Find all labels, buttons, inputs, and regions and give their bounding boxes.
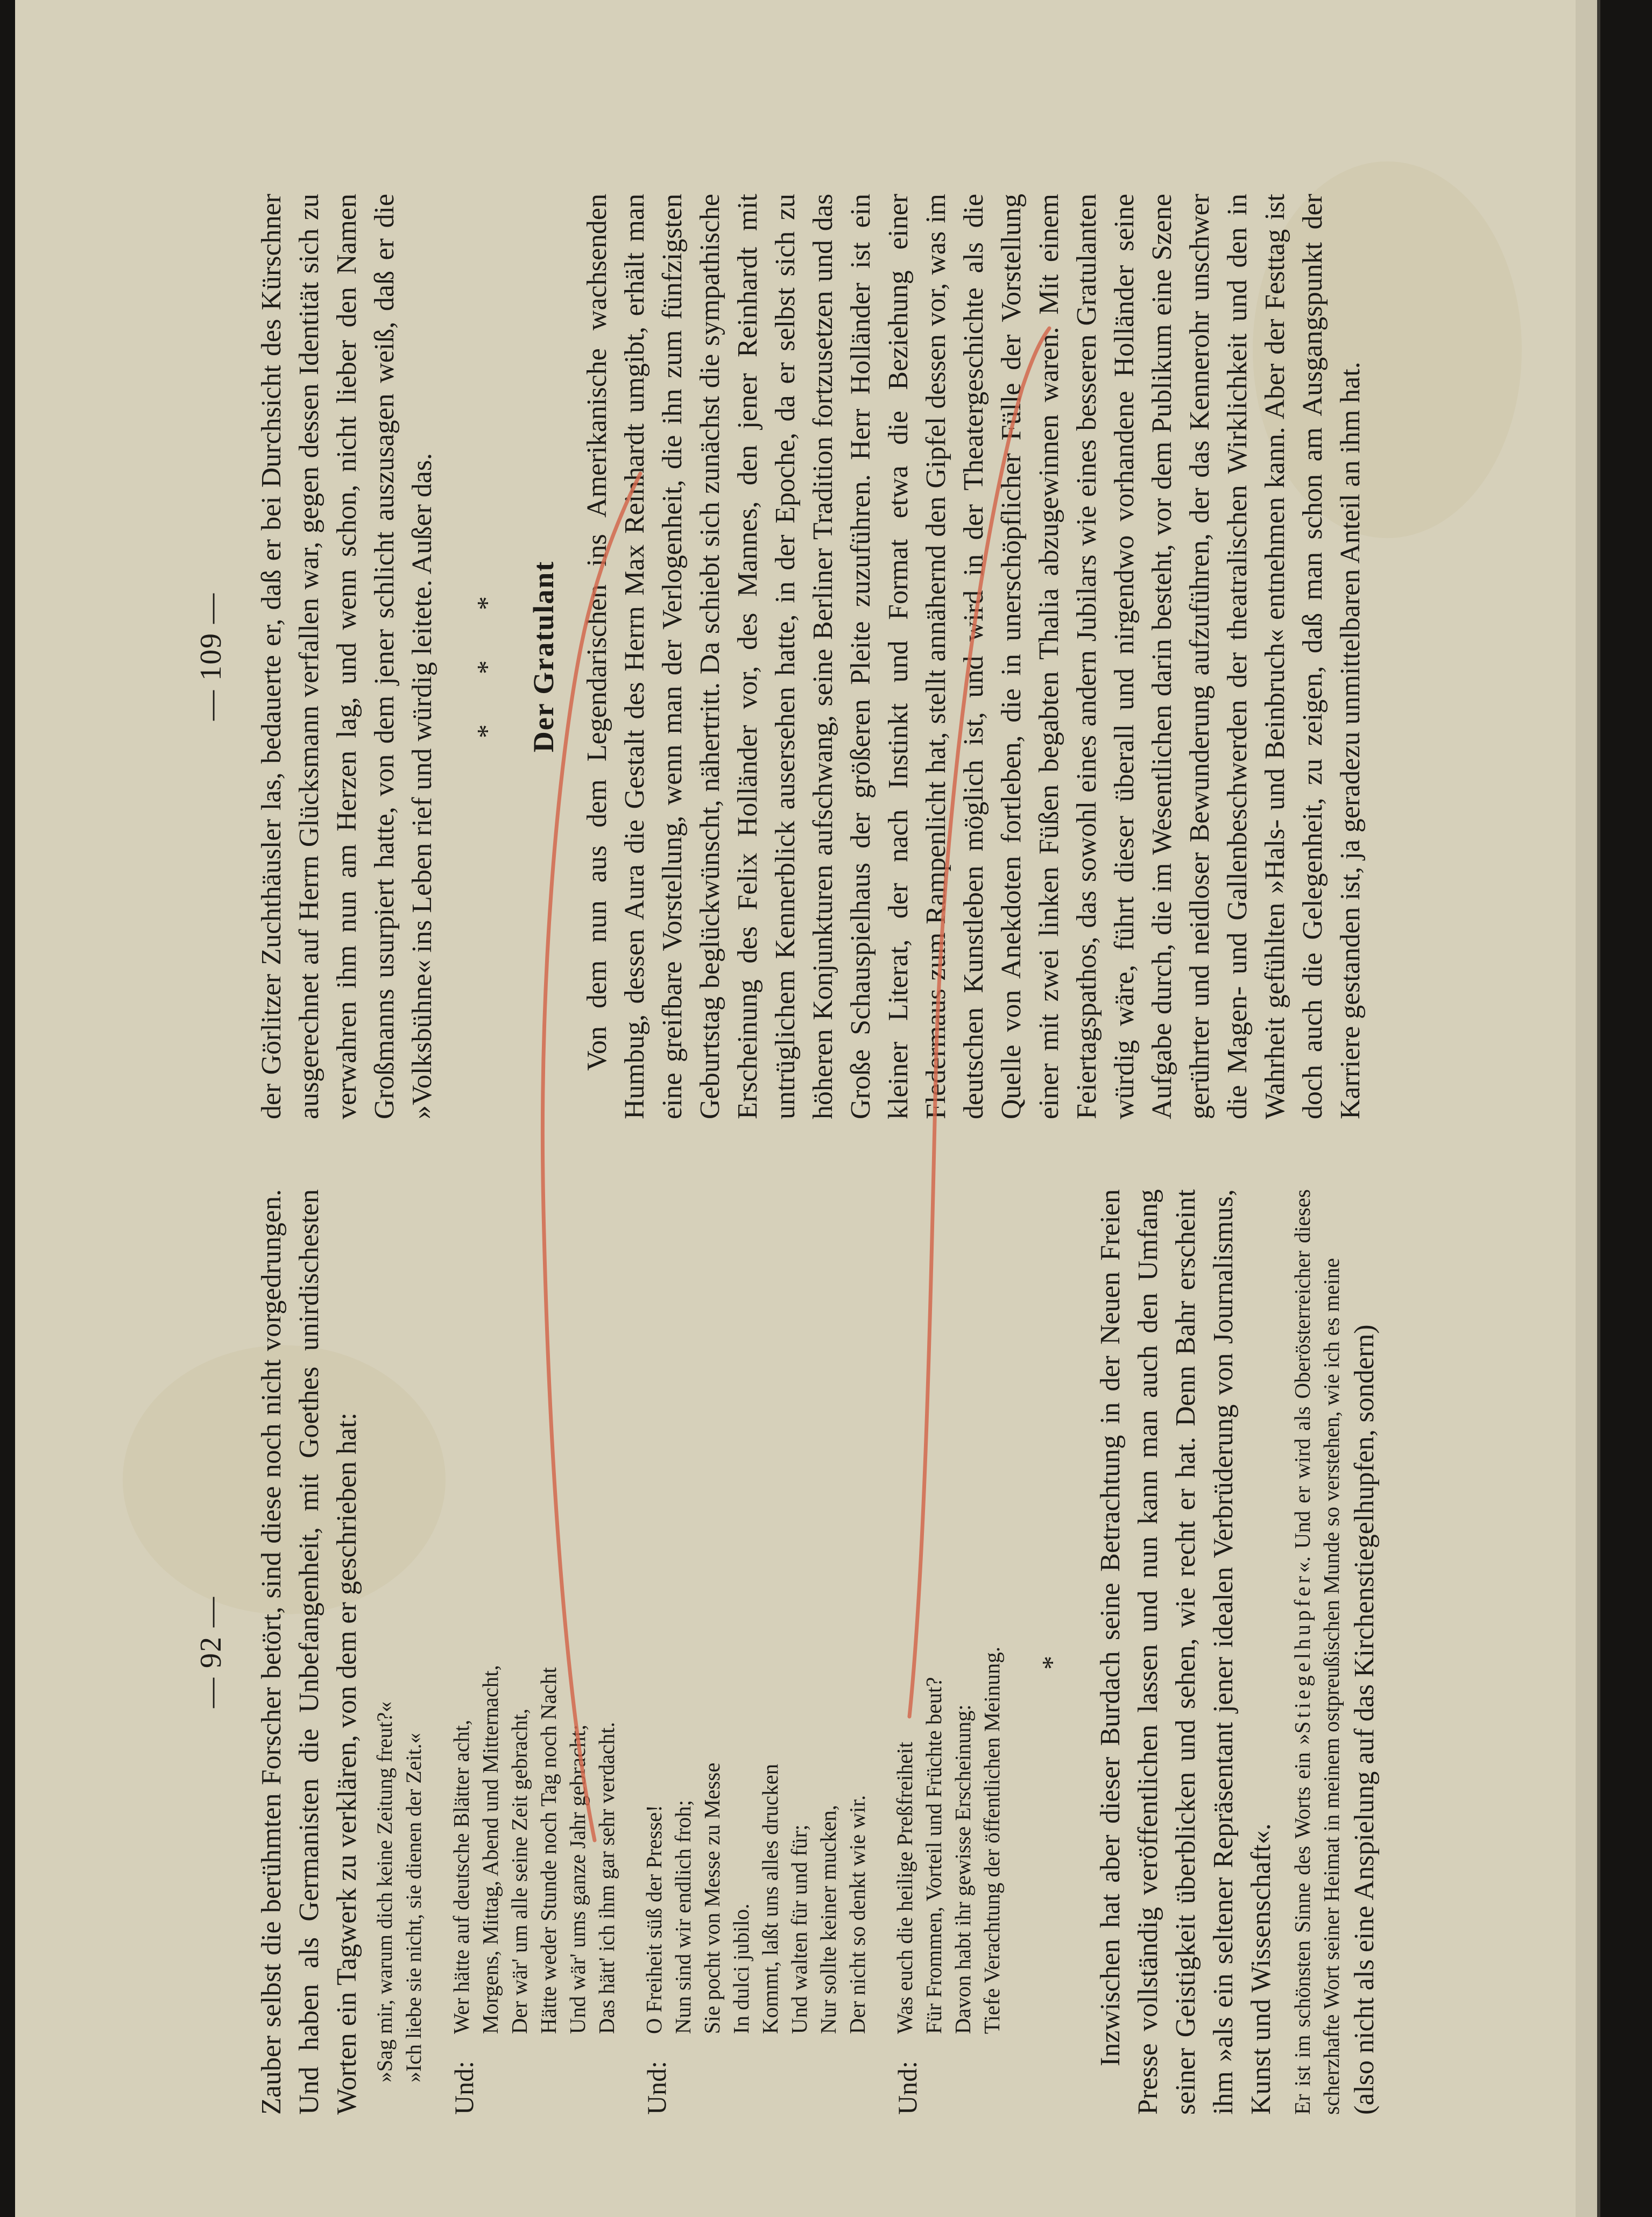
verse-label: Und: bbox=[892, 2061, 922, 2115]
red-pencil-stroke bbox=[909, 328, 1049, 1717]
red-pencil-stroke bbox=[542, 474, 640, 1840]
verse-line: O Freiheit süß der Presse! bbox=[641, 1805, 666, 2034]
verse-line: Und wär' ums ganze Jahr gebracht; bbox=[565, 1724, 590, 2034]
quote-line: »Sag mir, warum dich keine Zeitung freut?« bbox=[372, 1701, 397, 2082]
verse-line: Tiefe Verachtung der öffentlichen Meinung. bbox=[979, 1647, 1004, 2034]
quote-line: »Ich liebe sie nicht, sie dienen der Zeit.« bbox=[401, 1733, 426, 2082]
verse-line: In dulci jubilo. bbox=[729, 1903, 753, 2034]
page-number: — 109 — bbox=[194, 592, 228, 721]
verse-line: Nun sind wir endlich froh; bbox=[670, 1800, 695, 2034]
verse-line: Der wär' um alle seine Zeit gebracht, bbox=[507, 1708, 532, 2034]
verse-line: Und walten für und für; bbox=[787, 1824, 811, 2034]
section-heading: Der Gratulant bbox=[527, 560, 560, 753]
verse-label: Und: bbox=[449, 2061, 479, 2115]
verse-line: Hätte weder Stunde noch Tag noch Nacht bbox=[536, 1667, 561, 2034]
stiegelhupfer-text-pre: Er ist im schönsten Sinne des Worts ein » bbox=[1290, 1733, 1315, 2115]
verse-line: Davon habt ihr gewisse Erscheinung: bbox=[950, 1704, 975, 2034]
verse-line: Sie pocht von Messe zu Messe bbox=[700, 1762, 724, 2034]
closing-paragraph: (also nicht als eine Anspielung auf das Kirchenstiegelhupfen, sondern) bbox=[1349, 1324, 1380, 2115]
intro-paragraph: Zauber selbst die berühmten Forscher betört, sind diese noch nicht vorgedrungen. Und haben als Germanisten die Unbefangenheit, mit Goethes unirdischesten Worten ein Tagwerk zu verklären, von dem er geschrieben hat: bbox=[256, 1189, 362, 2115]
verse-line: Wer hätte auf deutsche Blätter acht, bbox=[449, 1719, 474, 2034]
verse-line: Für Frommen, Vorteil und Früchte beut? bbox=[921, 1677, 946, 2034]
goerlitzer-paragraph: der Görlitzer Zuchthäusler las, bedauerte er, daß er bei Durchsicht des Kürschner ausgerechnet auf Herrn Glücksmann verfallen war, gegen dessen Identität sich zu verwahren ihm nun am Herzen lag, und wenn schon, nicht lieber den Namen Großmanns usurpiert hatte, von dem jener schlicht auszusagen weiß, daß er die »Volksbühne« ins Leben rief und würdig leitete. Außer das. bbox=[256, 194, 437, 1119]
verse-line: Was euch die heilige Preßfreiheit bbox=[892, 1741, 917, 2034]
stiegelhupfer-text-post: «. Und er wird als Oberösterreicher dieses scherzhafte Wort seiner Heimat in meinem ostpreußischen Munde so verstehen, wie ich es meine bbox=[1290, 1189, 1344, 2115]
page-number: — 92 — bbox=[194, 1596, 228, 1708]
burdach-paragraph: Inzwischen hat aber dieser Burdach seine Betrachtung in der Neuen Freien Presse vollständig veröffentlichen lassen und nun kann man auch den Umfang seiner Geistigkeit überblicken und sehen, wie recht er hat. Denn Bahr erscheint ihm »als ein seltener Repräsentant jener idealen Verbrüderung von Journalismus, Kunst und Wissenschaft«. bbox=[1095, 1189, 1276, 2115]
verse-label: Und: bbox=[641, 2061, 672, 2115]
section-separator: * bbox=[1037, 1634, 1068, 1670]
gratulant-paragraph: Von dem nun aus dem Legendarischen ins Amerikanische wachsenden Humbug, dessen Aura die Gestalt des Herrn Max Reinhardt umgibt, erhält man eine greifbare Vorstellung, wenn man der Verlogenheit, die ihn zum fünfzigsten Geburtstag beglückwünscht, nähertritt. Da schiebt sich zunächst die sympathische Erscheinung des Felix Holländer vor, des Mannes, den jener Reinhardt mit untrüglichem Kennerblick ausersehen hatte, in der Epoche, da er selbst sich zu höheren Konjunkturen aufschwang, seine Berliner Tradition fortzusetzen und das Große Schauspielhaus der größeren Pleite zuzuführen. Herr Holländer ist ein kleiner Literat, der nach Instinkt und Format etwa die Beziehung einer Fledermaus zum Rampenlicht hat, stellt annähernd den Gipfel dessen vor, was im deutschen Kunstleben möglich ist, und wird in der Theatergeschichte als die Quelle von Anekdoten fortleben, die in unerschöpflicher Fülle der Vorstellung einer mit zwei linken Füßen begabten Thalia abzugewinnen waren. Mit einem Feiertagspathos, das sowohl eines andern Jubilars wie eines besseren Gratulanten würdig wäre, führt dieser überall und nirgendwo vorhandene Holländer seine Aufgabe durch, die im Wesentlichen darin besteht, vor dem Publikum eine Szene gerührter und neidloser Bewunderung aufzuführen, der das Kennerohr unschwer die Magen- und Gallenbeschwerden der theatralischen Wirklichkeit und den in Wahrheit gefühlten »Hals- und Beinbruch« entnehmen kann. Aber der Festtag ist doch auch die Gelegenheit, zu zeigen, daß man schon am Ausgangspunkt der Karriere gestanden ist, ja geradezu unmittelbaren Anteil an ihm hat. bbox=[582, 194, 1366, 1119]
stiegelhupfer-word: Stiegelhupfer bbox=[1290, 1572, 1315, 1734]
verse-line: Kommt, laßt uns alles drucken bbox=[758, 1763, 782, 2034]
verse-line: Der nicht so denkt wie wir. bbox=[845, 1795, 870, 2034]
section-separator: * * * bbox=[472, 575, 503, 738]
verse-line: Morgens, Mittag, Abend und Mitternacht, bbox=[478, 1665, 503, 2034]
verse-line: Das hätt' ich ihm gar sehr verdacht. bbox=[594, 1721, 619, 2034]
verse-line: Nur sollte keiner mucken, bbox=[816, 1805, 841, 2034]
